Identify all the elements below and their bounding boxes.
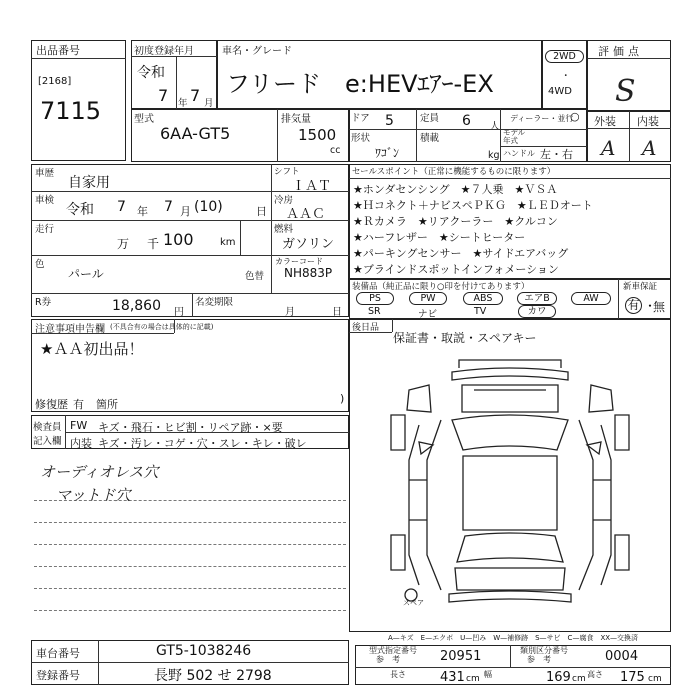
height-label: 高さ [587,670,603,679]
color-change-label: 色替 [245,271,265,282]
first-reg-month: 7 [190,86,201,105]
inspector-label: 検査員 [33,422,62,433]
equip-pw: PW [409,292,447,305]
shift-value: ＩＡＴ [292,179,332,194]
doors-label: ドア [351,113,370,124]
plate-value: 長野 502 せ 2798 [154,668,272,684]
equip-ps: PS [356,292,394,305]
color-value: パール [68,267,104,281]
designation-label: 型式指定番号 [369,646,417,655]
fw-items: キズ・飛石・ヒビ割・リペア跡・×要 [98,421,283,434]
height-value: 175 [620,670,645,685]
aircon-label: 冷房 [274,195,294,206]
history-label: 車歴 [35,168,55,179]
capacity-label: 定員 [420,113,440,124]
displacement-label: 排気量 [281,114,311,125]
category-value: 0004 [605,649,639,664]
notes-value: ★ＡＡ初出品！ [40,340,144,358]
fw-label: FW [70,419,88,432]
warranty-dot: ・ [644,299,657,313]
load-unit: kg [488,150,500,161]
color-code-value: NH883P [284,266,333,280]
model-value: 6AA-GT5 [160,124,231,143]
interior-label: 内装 [637,115,659,128]
height-unit: cm [648,674,662,684]
length-unit: cm [466,674,480,684]
length-value: 431 [440,670,465,685]
color-code-label: カラーコード [275,257,323,266]
first-reg-label: 初度登録年月 [134,46,194,57]
model-year-label: モデル 年式 [503,128,526,145]
history-value: 自家用 [68,175,110,191]
car-name-value: フリード e:HEVｴｱｰ-EX [226,70,494,98]
accessories-value: 保証書・取説・スペアキー [393,331,537,345]
handwritten-note: オーディオレス穴 [40,463,159,481]
car-name-label: 車名・グレード [222,46,292,57]
inspection-label: 車検 [35,195,55,206]
equip-navi: ナビ [418,309,438,320]
recycle-value: 18,860 [112,298,161,314]
displacement-unit: cc [330,145,341,156]
designation-value: 20951 [440,649,482,664]
shape-value: ﾜｺﾞﾝ [375,146,400,160]
equip-leather: カワ [518,305,556,318]
repair-value: 有 [73,398,84,411]
designation-ref: 参 考 [376,655,400,664]
repair-label: 修復歴 [35,398,68,411]
handle-label: ハンドル [503,149,535,158]
equip-abs: ABS [463,292,503,305]
exterior-label: 外装 [594,115,616,128]
width-label: 幅 [484,670,492,679]
inspection-year: 7 [117,199,126,215]
notes-sub: (不具合有の場合は具体的に記載) [110,323,214,331]
equip-airbag: エアB [517,292,557,305]
warranty-have: 有 [625,297,642,314]
category-ref: 参 考 [527,655,551,664]
mileage-man: 万 [117,237,130,251]
car-body-diagram [349,350,671,615]
drive-4wd: 4WD [548,86,572,97]
dealer-label: ディーラー・並行 [510,114,574,123]
shift-label: シフト [274,167,300,177]
warranty-none: 無 [653,300,666,314]
dealer-mark: ○ [570,110,580,123]
deadline-month: 月 [285,307,295,318]
mileage-unit: km [220,237,236,248]
inspection-era: 令和 [66,202,94,218]
mileage-sen: 千 [147,237,160,251]
equip-aw: AW [571,292,611,305]
new-car-warranty-label: 新車保証 [623,282,658,292]
inspection-year-unit: 年 [137,205,148,218]
interior-value: A [642,136,657,160]
sales-point-line: ★パーキングセンサー ★サイドエアバッグ [353,247,569,260]
handle-value: 左・右 [540,148,573,161]
first-reg-era: 令和 [137,65,165,81]
lot-sub-number: [2168] [38,76,72,87]
aircon-value: ＡＡＣ [286,207,326,222]
chassis-value: GT5-1038246 [156,643,252,659]
fuel-label: 燃料 [274,224,294,235]
lot-label: 出品番号 [36,44,80,57]
deadline-day: 日 [332,307,342,318]
interior-inspect-label: 内装 [70,437,92,450]
fuel-value: ガソリン [282,237,335,252]
recycle-unit: 円 [174,307,184,318]
displacement-value: 1500 [298,126,337,144]
lot-number: 7115 [40,97,102,125]
sales-point-line: ★Ｈコネクト＋ナビスペＰＫＧ ★ＬＥＤオート [353,199,593,212]
repair-bracket: ) [340,392,345,405]
category-label: 類別区分番号 [520,646,568,655]
score-label: 評価点 [598,45,643,58]
sales-points-label: セールスポイント（正常に機能するものに限ります） [352,167,556,177]
inspector-label-2: 記入欄 [33,436,62,447]
equipment-label: 装備品（純正品に限り○印を付けてあります） [352,282,530,292]
equip-tv: TV [474,306,487,317]
drive-2wd: 2WD [545,50,584,63]
deadline-label: 名変期限 [195,297,234,308]
interior-items: キズ・汚レ・コゲ・穴・スレ・キレ・破レ [98,437,307,450]
damage-legend: A—キズ E—エクボ U—凹み W—補修跡 S—サビ C—腐食 XX—交換済 [388,634,639,642]
mileage-label: 走行 [35,224,55,235]
sales-point-line: ★Ｒカメラ ★リアクーラー ★クルコン [353,215,558,228]
first-reg-month-unit: 月 [204,98,214,109]
capacity-unit: 人 [490,121,500,132]
recycle-label: R券 [35,297,52,308]
first-reg-year-unit: 年 [178,98,188,109]
sales-point-line: ★ホンダセンシング ★７人乗 ★ＶＳＡ [353,183,558,196]
length-label: 長さ [390,670,406,679]
chassis-label: 車台番号 [36,647,80,660]
inspection-day: (10) [194,199,223,215]
color-label: 色 [35,259,45,270]
handwritten-note: マットド穴 [56,486,131,504]
width-value: 169 [546,670,571,685]
plate-label: 登録番号 [36,669,80,682]
inspection-month: 7 [164,199,173,215]
score-value: S [615,74,636,109]
equip-sr: SR [368,306,381,317]
spare-label: スペア [403,599,424,607]
drive-dot: ・ [561,71,571,82]
inspection-day-unit: 日 [256,205,267,218]
shape-label: 形状 [351,133,371,144]
mileage-value: 100 [163,230,194,249]
notes-label: 注意事項申告欄 [35,324,105,335]
inspection-month-unit: 月 [180,205,191,218]
exterior-value: A [601,136,616,160]
sales-point-line: ★ブラインドスポットインフォメーション [353,263,559,276]
doors-value: 5 [385,113,394,129]
width-unit: cm [572,674,586,684]
model-label: 型式 [134,114,154,125]
accessories-label: 後日品 [352,323,380,333]
repair-place: 箇所 [96,398,118,411]
load-label: 積載 [420,133,440,144]
sales-point-line: ★ハーフレザー ★シートヒーター [353,231,526,244]
first-reg-year: 7 [158,86,169,105]
capacity-value: 6 [462,113,471,129]
